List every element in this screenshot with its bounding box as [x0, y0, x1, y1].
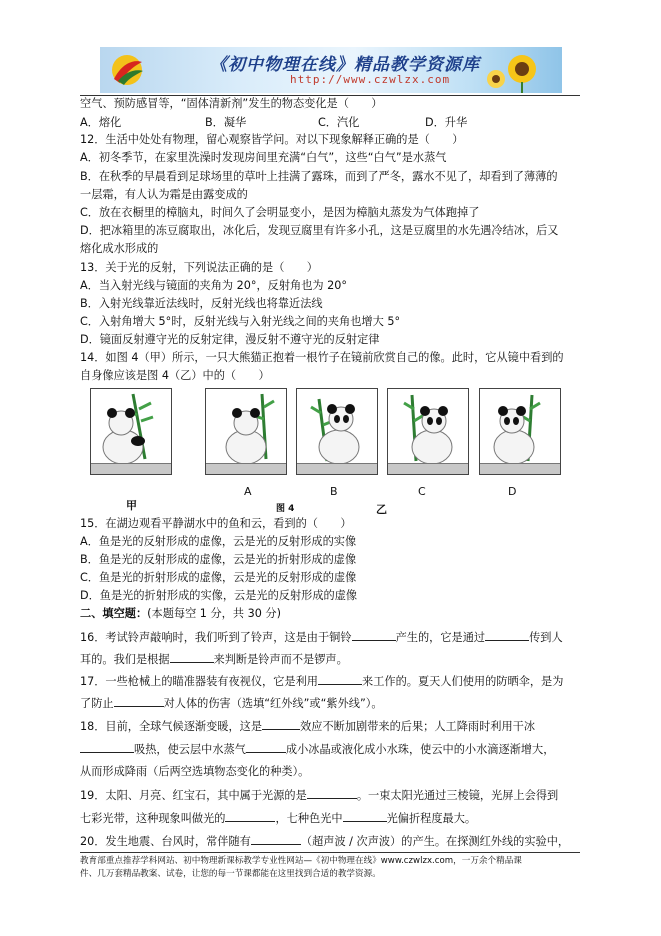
q13-stem: 13．关于光的反射，下列说法正确的是（ ） [80, 261, 318, 274]
section-heading [80, 606, 281, 621]
banner-url[interactable]: http://www.czwlzx.com [290, 73, 451, 86]
q17-line2 [80, 695, 383, 711]
q18-blank-1[interactable] [262, 718, 300, 730]
figure-panel-c[interactable] [387, 388, 469, 475]
q14-stem: 14．如图 4（甲）所示，一只大熊猫正抱着一根竹子在镜前欣赏自己的像。此时，它从镜中看到的 [80, 351, 564, 364]
q19-text-5: 光偏折程度最大。 [386, 812, 477, 825]
figure-panel-jia [90, 388, 172, 475]
panda-back-icon [91, 389, 171, 474]
q19-text-1: 19．太阳、月亮、红宝石，其中属于光源的是 [80, 789, 307, 802]
q14-stem-cont: 自身像应该是图 4（乙）中的（ ） [80, 369, 270, 382]
q13-option-d: D．镜面反射遵守光的反射定律，漫反射不遵守光的反射定律 [80, 333, 380, 346]
panda-option-b-icon [297, 389, 377, 474]
q18-blank-2[interactable] [80, 741, 134, 753]
figure-label-d: D [508, 485, 517, 498]
q16-line2 [80, 651, 348, 667]
panda-option-d-icon [480, 389, 560, 474]
q16-text-2: 产生的，它是通过 [395, 631, 486, 644]
q11-option-d: D．升华 [425, 116, 468, 129]
q15-option-c: C．鱼是光的折射形成的虚像，云是光的反射形成的虚像 [80, 571, 357, 584]
q16-line1 [80, 629, 563, 645]
q19-text-3: 七彩光带，这种现象叫做光的 [80, 812, 226, 825]
q18-line1 [80, 718, 535, 734]
site-logo-icon [108, 53, 146, 87]
figure-panel-d[interactable] [479, 388, 561, 475]
q12-option-d: D．把冰箱里的冻豆腐取出，冰化后，发现豆腐里有许多小孔，这是豆腐里的水先遇冷结冰，后又 [80, 224, 559, 237]
q20-text-1: 20．发生地震、台风时，常伴随有 [80, 835, 251, 848]
q19-blank-2[interactable] [225, 810, 275, 822]
q18-blank-3[interactable] [246, 741, 286, 753]
q15-option-a: A．鱼是光的反射形成的虚像，云是光的反射形成的实像 [80, 535, 357, 548]
figure-label-c: C [418, 485, 426, 498]
q13-option-a: A．当入射光线与镜面的夹角为 20°，反射角也为 20° [80, 279, 347, 292]
section-note: (本题每空 1 分，共 30 分) [147, 607, 281, 620]
q18-line2 [80, 741, 554, 757]
q17-text-2: 来工作的。夏天人们使用的防晒伞，是为 [362, 675, 564, 688]
q19-blank-3[interactable] [343, 810, 387, 822]
q18-text-4: 成小冰晶或液化成小水珠，使云中的小水滴逐渐增大， [285, 743, 555, 756]
figure-caption: 图 4 [276, 504, 295, 514]
q16-blank-2[interactable] [485, 629, 529, 641]
q16-blank-3[interactable] [170, 651, 214, 663]
sunflower-icon [482, 49, 552, 93]
figure-label-yi: 乙 [376, 503, 387, 516]
q17-text-1: 17．一些枪械上的瞄准器装有夜视仪，它是利用 [80, 675, 318, 688]
q20-text-2: （超声波 / 次声波）的产生。在探测红外线的实验中， [300, 835, 570, 848]
header-banner [100, 47, 562, 93]
q17-line1 [80, 673, 563, 689]
banner-title: 《初中物理在线》精品教学资源库 [210, 55, 480, 75]
q18-text-3: 吸热，使云层中水蒸气 [134, 743, 246, 756]
q12-option-c: C．放在衣橱里的樟脑丸，时间久了会明显变小，是因为樟脑丸蒸发为气体跑掉了 [80, 206, 480, 219]
footer-line-1: 教育部重点推荐学科网站、初中物理新课标教学专业性网站—《初中物理在线》www.czwlzx.com，一万余个精品课 [80, 856, 522, 866]
q13-option-b: B．入射光线靠近法线时，反射光线也将靠近法线 [80, 297, 323, 310]
q12-option-a: A．初冬季节，在家里洗澡时发现房间里充满“白气”，这些“白气”是水蒸气 [80, 151, 447, 164]
q13-option-c: C．入射角增大 5°时，反射光线与入射光线之间的夹角也增大 5° [80, 315, 401, 328]
q19-text-4: ，七种色光中 [275, 812, 343, 825]
q16-text-1: 16．考试铃声敲响时，我们听到了铃声，这是由于铜铃 [80, 631, 352, 644]
q17-text-4: 对人体的伤害（选填“红外线”或“紫外线”）。 [163, 697, 383, 710]
q16-blank-1[interactable] [352, 629, 396, 641]
q19-text-2: 。一束太阳光通过三棱镜，光屏上会得到 [356, 789, 559, 802]
q15-option-b: B．鱼是光的反射形成的虚像，云是光的折射形成的虚像 [80, 553, 357, 566]
q11-option-b: B．凝华 [205, 116, 247, 129]
q11-option-c: C．汽化 [318, 116, 360, 129]
q19-blank-1[interactable] [307, 787, 357, 799]
footer-line-2: 件、几万套精品教案、试卷，让您的每一节课都能在这里找到合适的教学资源。 [80, 869, 381, 879]
q12-option-b-cont: 一层霜，有人认为霜是由露变成的 [80, 188, 248, 201]
figure-label-a: A [244, 485, 252, 498]
figure-panel-b[interactable] [296, 388, 378, 475]
figure-label-b: B [330, 485, 338, 498]
panda-option-a-icon [206, 389, 286, 474]
q18-text-2: 效应不断加剧带来的后果；人工降雨时利用干冰 [300, 720, 536, 733]
q16-text-3: 传到人 [529, 631, 563, 644]
footer-divider [80, 852, 580, 853]
q12-option-b: B．在秋季的早晨看到足球场里的草叶上挂满了露珠，而到了严冬，露水不见了，却看到了薄薄的 [80, 170, 558, 183]
q15-option-d: D．鱼是光的折射形成的实像，云是光的反射形成的虚像 [80, 589, 358, 602]
q19-line1 [80, 787, 558, 803]
q12-option-d-cont: 熔化成水形成的 [80, 242, 159, 255]
section-title: 二、填空题： [80, 607, 148, 620]
q19-line2 [80, 810, 476, 826]
q20-line1 [80, 833, 569, 849]
panda-option-c-icon [388, 389, 468, 474]
q17-text-3: 了防止 [80, 697, 114, 710]
q11-option-a: A．熔化 [80, 116, 122, 129]
q12-stem: 12．生活中处处有物理，留心观察皆学问。对以下现象解释正确的是（ ） [80, 133, 464, 146]
q20-blank-1[interactable] [251, 833, 301, 845]
q15-stem: 15．在湖边观看平静湖水中的鱼和云，看到的（ ） [80, 517, 352, 530]
figure-label-jia: 甲 [126, 499, 137, 512]
q16-text-4: 耳的。我们是根据 [80, 653, 170, 666]
q17-blank-1[interactable] [318, 673, 362, 685]
q17-blank-2[interactable] [114, 695, 164, 707]
q18-line3: 从而形成降雨（后两空选填物态变化的种类）。 [80, 765, 310, 778]
figure-panel-a[interactable] [205, 388, 287, 475]
q16-text-5: 来判断是铃声而不是锣声。 [213, 653, 348, 666]
q18-text-1: 18．目前，全球气候逐渐变暖，这是 [80, 720, 263, 733]
q11-text: 空气、预防感冒等，“固体清新剂”发生的物态变化是（ ） [80, 97, 383, 110]
